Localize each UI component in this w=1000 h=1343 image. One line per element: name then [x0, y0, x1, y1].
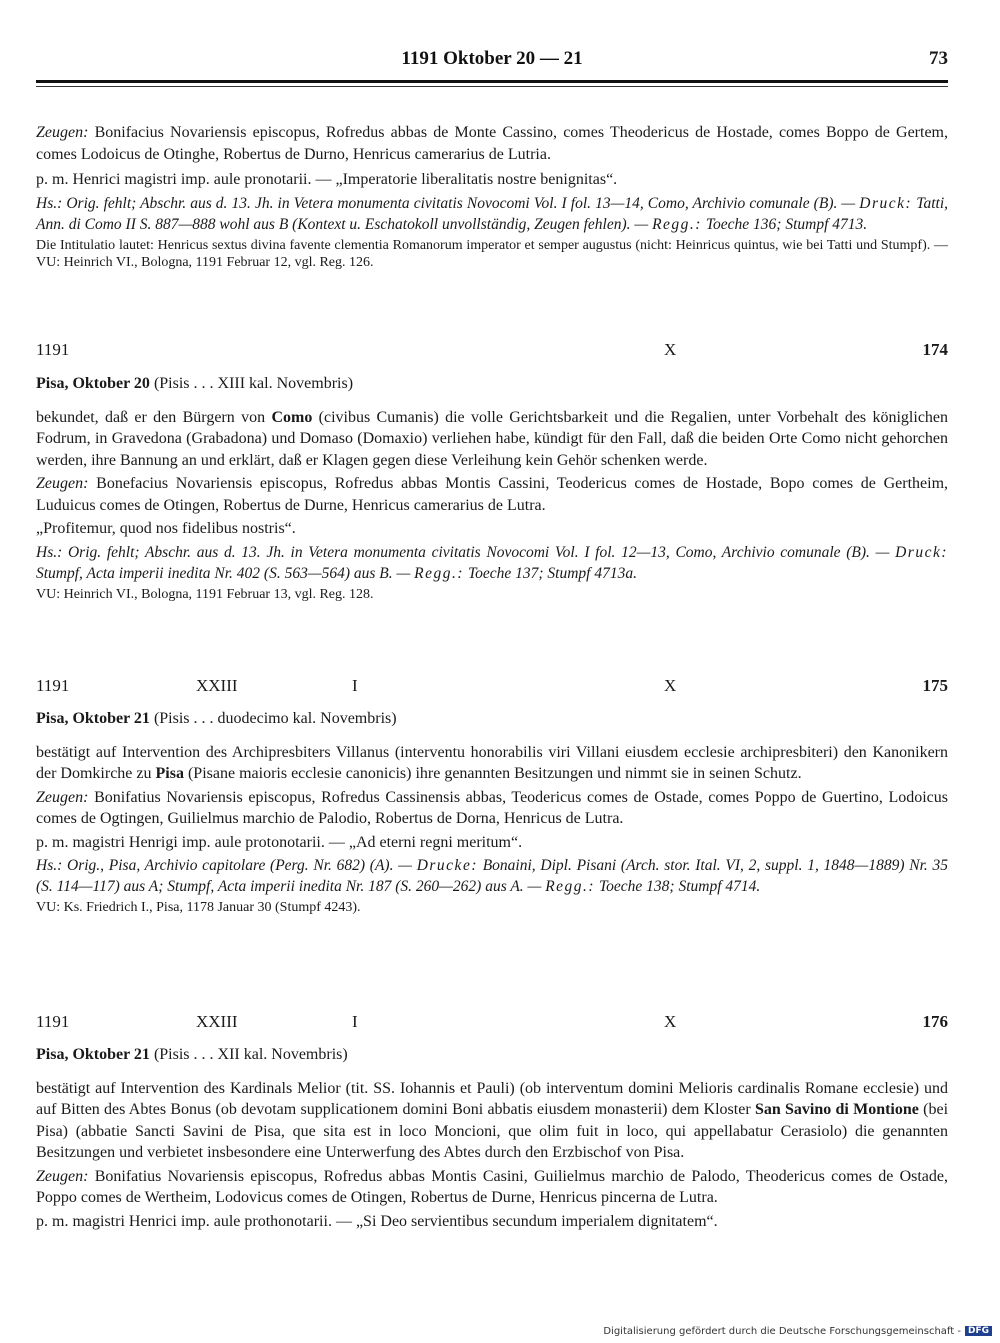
entry-175-place-date: Pisa, Oktober 21 (Pisis . . . duodecimo kal. Novembris) — [36, 710, 397, 727]
header-rule — [36, 80, 948, 83]
entry-175-summary: bestätigt auf Intervention des Archipresbiters Villanus (interventu honorabilis viri Villani eiusdem ecclesie archipresbiteri) den Kanonikern der Domkirche zu Pisa (Pisane maioris ecclesie canonicis) ihre genannten Besitzungen und nimmt sie in seinen Schutz. — [36, 743, 948, 782]
prev-witnesses: Zeugen: Bonifacius Novariensis episcopus, Rofredus abbas de Monte Cassino, comes Theodericus de Hostade, comes Boppo de Gertem, comes Lodoicus de Otinghe, Robertus de Durno, Henricus camerarius de Lutria. — [36, 124, 948, 163]
entry-174-body — [36, 373, 948, 603]
entry-number: 174 — [922, 340, 948, 359]
page-title: 1191 Oktober 20 — 21 — [401, 48, 583, 69]
entry-number: 176 — [922, 1012, 948, 1031]
digitization-footer — [603, 1326, 992, 1340]
prev-note: Die Intitulatio lautet: Henricus sextus divina favente clementia Romanorum imperator et semper augustus (nicht: Heinricus quintus, wie bei Tatti und Stumpf). — VU: Heinrich VI., Bologna, 1191 Februar 12, vgl. Reg. 126. — [36, 237, 948, 270]
entry-175-body — [36, 708, 948, 917]
prev-recognition: p. m. Henrici magistri imp. aule pronotarii. — „Imperatorie liberalitatis nostre benignitas“. — [36, 171, 618, 188]
prev-sources: Hs.: Orig. fehlt; Abschr. aus d. 13. Jh. in Vetera monumenta civitatis Novocomi Vol. I fol. 13—14, Como, Archivio comunale (B). — Druck: Tatti, Ann. di Como II S. 887—888 wohl aus B (Kontext u. Eschatokoll unvollständig, Zeugen fehlen). — Regg.: Toeche 136; Stumpf 4713. — [36, 194, 949, 233]
running-header — [36, 48, 948, 74]
entry-176-recognition: p. m. magistri Henrici imp. aule prothonotarii. — „Si Deo servientibus secundum imperialem dignitatem“. — [36, 1212, 718, 1230]
prev-entry — [36, 122, 948, 272]
footer-text: Digitalisierung gefördert durch die Deutsche Forschungsgemeinschaft - — [603, 1326, 961, 1337]
page-number: 73 — [929, 48, 948, 69]
entry-174-place-date: Pisa, Oktober 20 (Pisis . . . XIII kal. Novembris) — [36, 375, 354, 392]
entry-175-heading: 1191 XXIII I X 175 — [36, 676, 948, 695]
entry-175-recognition: p. m. magistri Henrigi imp. aule protonotarii. — „Ad eterni regni meritum“. — [36, 833, 523, 851]
entry-176-place-date: Pisa, Oktober 21 (Pisis . . . XII kal. Novembris) — [36, 1046, 348, 1063]
entry-176-body — [36, 1044, 948, 1232]
document-page — [36, 0, 948, 1343]
entry-174-heading: 1191 X 174 — [36, 340, 948, 359]
entry-176-summary: bestätigt auf Intervention des Kardinals Melior (tit. SS. Iohannis et Pauli) (ob interventum domini Melioris cardinalis Romane ecclesie) und auf Bitten des Abtes Bonus (ob devotam supplicationem domini Boni abbatis eiusdem monasterii) dem Kloster San Savino di Montione (bei Pisa) (abbatie Sancti Savini de Pisa, que sita est in loco Moncioni, que olim fuit in loco, qui appellabatur Cerasiolo) die genannten Besitzungen und verbietet insbesondere eine Unterwerfung des Abtes durch den Erzbischof von Pisa. — [36, 1079, 949, 1161]
entry-174-summary: bekundet, daß er den Bürgern von Como (civibus Cumanis) die volle Gerichtsbarkeit und die Regalien, unter Vorbehalt des königlichen Fodrum, in Gravedona (Grabadona) und Domaso (Domaxio) verliehen habe, kündigt für den Fall, daß die beiden Orte Como nicht gehorchen werden, ihre Bannung an und erklärt, daß er Klagen gegen diese Verleihung kein Gehör schenken werde. — [36, 408, 949, 469]
dfg-logo: DFG — [965, 1326, 992, 1336]
entry-176-heading: 1191 XXIII I X 176 — [36, 1012, 948, 1031]
entry-number: 175 — [922, 676, 948, 695]
entry-174-sources: Hs.: Orig. fehlt; Abschr. aus d. 13. Jh. in Vetera monumenta civitatis Novocomi Vol. I fol. 12—13, Como, Archivio comunale (B). — Druck: Stumpf, Acta imperii inedita Nr. 402 (S. 563—564) aus B. — Regg.: Toeche 137; Stumpf 4713a. — [36, 543, 949, 582]
entry-174-witnesses: Zeugen: Bonefacius Novariensis episcopus, Rofredus abbas Montis Cassini, Teodericus comes de Hostade, Bopo comes de Gertheim, Luduicus comes de Otingen, Robertus de Durne, Henricus camerarius de Lutra. — [36, 475, 949, 514]
entry-174-note: VU: Heinrich VI., Bologna, 1191 Februar 13, vgl. Reg. 128. — [36, 586, 374, 602]
entry-174-incipit: „Profitemur, quod nos fidelibus nostris“. — [36, 520, 296, 537]
entry-175-note: VU: Ks. Friedrich I., Pisa, 1178 Januar 30 (Stumpf 4243). — [36, 900, 361, 915]
entry-175-witnesses: Zeugen: Bonifatius Novariensis episcopus, Rofredus Cassinensis abbas, Teodericus comes de Ostade, comes Poppo de Guertino, Lodoicus comes de Ogtingen, Guilielmus marchio de Palodio, Robertus de Dorna, Henricus de Lutra. — [36, 788, 949, 827]
entry-176-witnesses: Zeugen: Bonifatius Novariensis episcopus, Rofredus abbas Montis Casini, Guilielmus marchio de Palodo, Theodericus comes de Ostade, Poppo comes de Wertheim, Lodovicus comes de Otingen, Robertus de Durne, Henricus pincerna de Lutra. — [36, 1167, 949, 1206]
header-rule-thin — [36, 86, 948, 87]
entry-175-sources: Hs.: Orig., Pisa, Archivio capitolare (Perg. Nr. 682) (A). — Drucke: Bonaini, Dipl. Pisani (Arch. stor. Ital. VI, 2, suppl. 1, 1848—1889) Nr. 35 (S. 114—117) aus A; Stumpf, Acta imperii inedita Nr. 187 (S. 260—262) aus A. — Regg.: Toeche 138; Stumpf 4714. — [36, 857, 948, 895]
